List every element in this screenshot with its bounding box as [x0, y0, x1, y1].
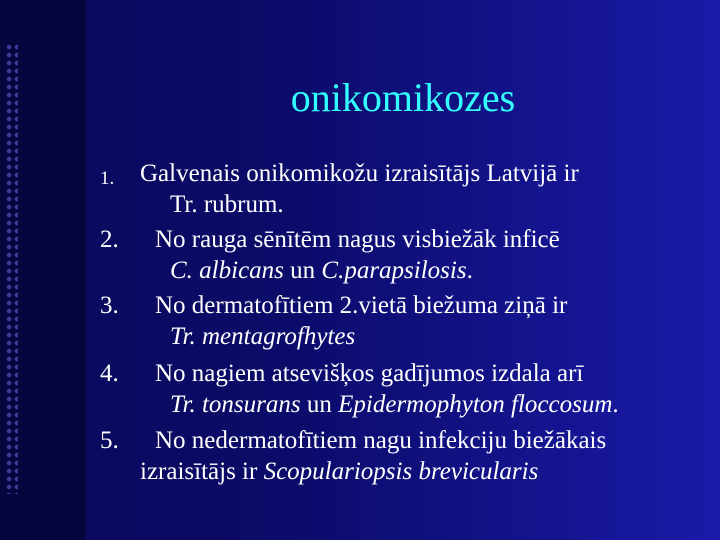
connector-text: un — [300, 391, 339, 418]
list-number: 4. — [100, 360, 119, 387]
species-name: Tr. tonsurans — [170, 391, 301, 418]
list-item-text: Tr. rubrum. — [170, 191, 284, 218]
connector-text: izraisītājs ir — [140, 458, 264, 485]
punctuation: . — [466, 257, 473, 284]
species-name: C.parapsilosis — [321, 257, 467, 284]
list-number: 3. — [100, 292, 119, 319]
species-name: C. albicans — [170, 257, 284, 284]
list-item-text: No nagiem atsevišķos gadījumos izdala arī — [155, 360, 584, 387]
slide-title: onikomikozes — [290, 75, 516, 120]
list-item-text-continued — [170, 389, 619, 420]
list-number: 1. — [100, 168, 115, 189]
list-number: 5. — [100, 427, 119, 454]
connector-text: un — [283, 257, 322, 284]
species-name: Scopulariopsis brevicularis — [263, 458, 539, 485]
list-item-text: No rauga sēnītēm nagus visbiežāk inficē — [155, 226, 560, 253]
list-item-text-continued — [140, 456, 538, 487]
list-item-text: Galvenais onikomikožu izraisītājs Latvijā ir — [140, 160, 579, 187]
species-name: Tr. mentagrofhytes — [170, 323, 356, 350]
list-number: 2. — [100, 226, 119, 253]
punctuation: . — [612, 391, 619, 418]
list-item-text: No nedermatofītiem nagu infekciju biežākais — [155, 427, 607, 454]
list-item-text-continued — [170, 255, 473, 286]
list-item-text: No dermatofītiem 2.vietā biežuma ziņā ir — [155, 292, 568, 319]
species-name: Epidermophyton floccosum — [338, 391, 613, 418]
